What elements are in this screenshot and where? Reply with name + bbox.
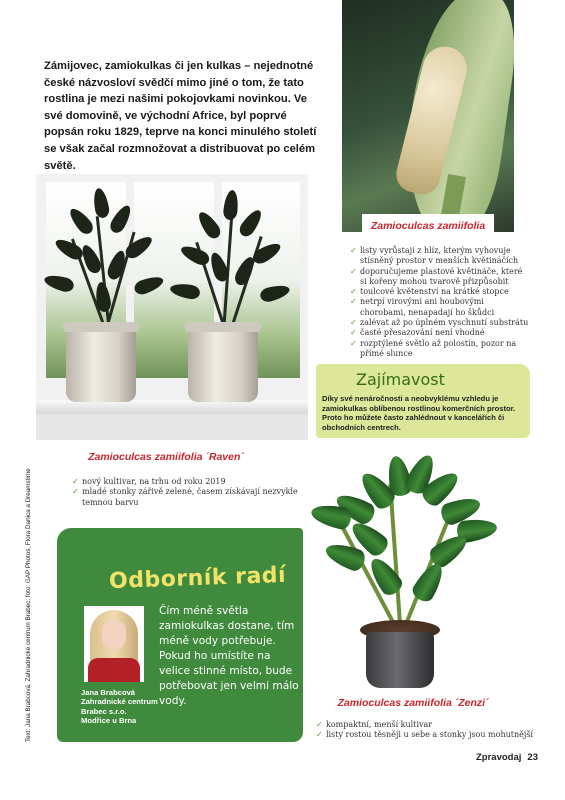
check-icon: ✓ <box>72 487 79 497</box>
expert-advice-box <box>57 528 303 742</box>
list-item: ✓ toulcové květenství na krátké stopce <box>350 287 509 297</box>
caption-zenzi: Zamioculcas zamiifolia ´Zenzi´ <box>324 692 502 714</box>
intro-paragraph: Zámijovec, zamiokulkas či jen kulkas – nejednotné české názvosloví svědčí mimo jiné o tom, že tato rostlina je mezi našimi pokojovkami novinkou. Ve své domovině, ve východní Africe, byl poprvé popsán roku 1829, teprve na konci minulého století se však začal rozmnožovat a distribuovat po celém světě. <box>44 60 317 172</box>
checklist-species <box>350 246 530 359</box>
list-item: ✓ zalévat až po úplném vyschnutí substrátu <box>350 318 529 328</box>
page-footer <box>476 752 538 763</box>
list-item: ✓ doporučujeme plastové květináče, které si kořeny mohou tvarově přizpůsobit <box>350 266 523 286</box>
expert-name: Jana Brabcová Zahradnické centrum Brabec s.r.o. Modřice u Brna <box>81 688 158 726</box>
raven-foliage-right <box>168 186 288 336</box>
check-icon: ✓ <box>72 477 79 486</box>
page-number: 23 <box>527 752 538 763</box>
caption-raven: Zamioculcas zamiifolia ´Raven´ <box>86 446 246 468</box>
photo-zenzi <box>300 444 496 692</box>
list-item: ✓ rozptýlené světlo až polostín, pozor na přímé slunce <box>350 338 517 358</box>
check-icon: ✓ <box>316 730 323 740</box>
sill-shadow <box>36 414 308 440</box>
photo-credit: Text: Jana Brabcová, Zahradnické centrum Brabec; foto: GAP Photos, Flora Danica a Dreamstime <box>25 468 32 742</box>
zajimavost-box <box>316 364 530 438</box>
checklist-zenzi <box>316 720 546 741</box>
check-icon: ✓ <box>350 266 357 276</box>
check-icon: ✓ <box>350 338 357 348</box>
expert-quote: Čím méně světla zamiokulkas dostane, tím méně vody potřebuje. Pokud ho umístíte na velice stinné místo, bude potřebovat jen velmi málo vody. <box>159 605 299 707</box>
list-item: ✓ mladé stonky zářivě zelené, časem získávají nezvykle temnou barvu <box>72 487 298 507</box>
list-item: ✓ nový kultivar, na trhu od roku 2019 <box>72 477 226 486</box>
zajimavost-text: Díky své nenáročnosti a neobvyklému vzhledu je zamiokulkas oblíbenou rostlinou komerčních prostor. Proto ho můžete často zahlédnout v kancelářích či obchodních centrech. <box>322 394 516 432</box>
photo-raven-window <box>36 174 308 440</box>
expert-title: Odborník radí <box>108 562 287 595</box>
list-item: ✓ listy rostou těsněji u sebe a stonky jsou mohutnější <box>316 730 533 740</box>
caption-zamioculcas: Zamioculcas zamiifolia <box>362 214 494 238</box>
list-item: ✓ listy vyrůstají z hlíz, kterým vyhovuje stísněný prostor v menších květináčích <box>350 246 519 266</box>
photo-spadix <box>342 0 514 232</box>
checklist-raven <box>72 477 322 508</box>
pot-left <box>66 326 136 402</box>
window-sill <box>36 400 308 414</box>
expert-portrait <box>84 606 144 682</box>
check-icon: ✓ <box>350 297 357 307</box>
pot-right <box>188 326 258 402</box>
check-icon: ✓ <box>350 318 357 328</box>
list-item: ✓ časté přesazování není vhodné <box>350 328 485 338</box>
pot-zenzi <box>366 632 434 688</box>
list-item: ✓ netrpí virovými ani houbovými chorobami, nenapadají ho škůdci <box>350 297 495 317</box>
check-icon: ✓ <box>350 246 357 255</box>
list-item: ✓ kompaktní, menší kultivar <box>316 720 433 729</box>
zajimavost-title: Zajímavost <box>356 370 445 389</box>
check-icon: ✓ <box>350 287 357 297</box>
magazine-name: Zpravodaj <box>476 752 522 763</box>
check-icon: ✓ <box>350 328 357 338</box>
check-icon: ✓ <box>316 720 323 729</box>
raven-foliage-left <box>44 186 164 336</box>
